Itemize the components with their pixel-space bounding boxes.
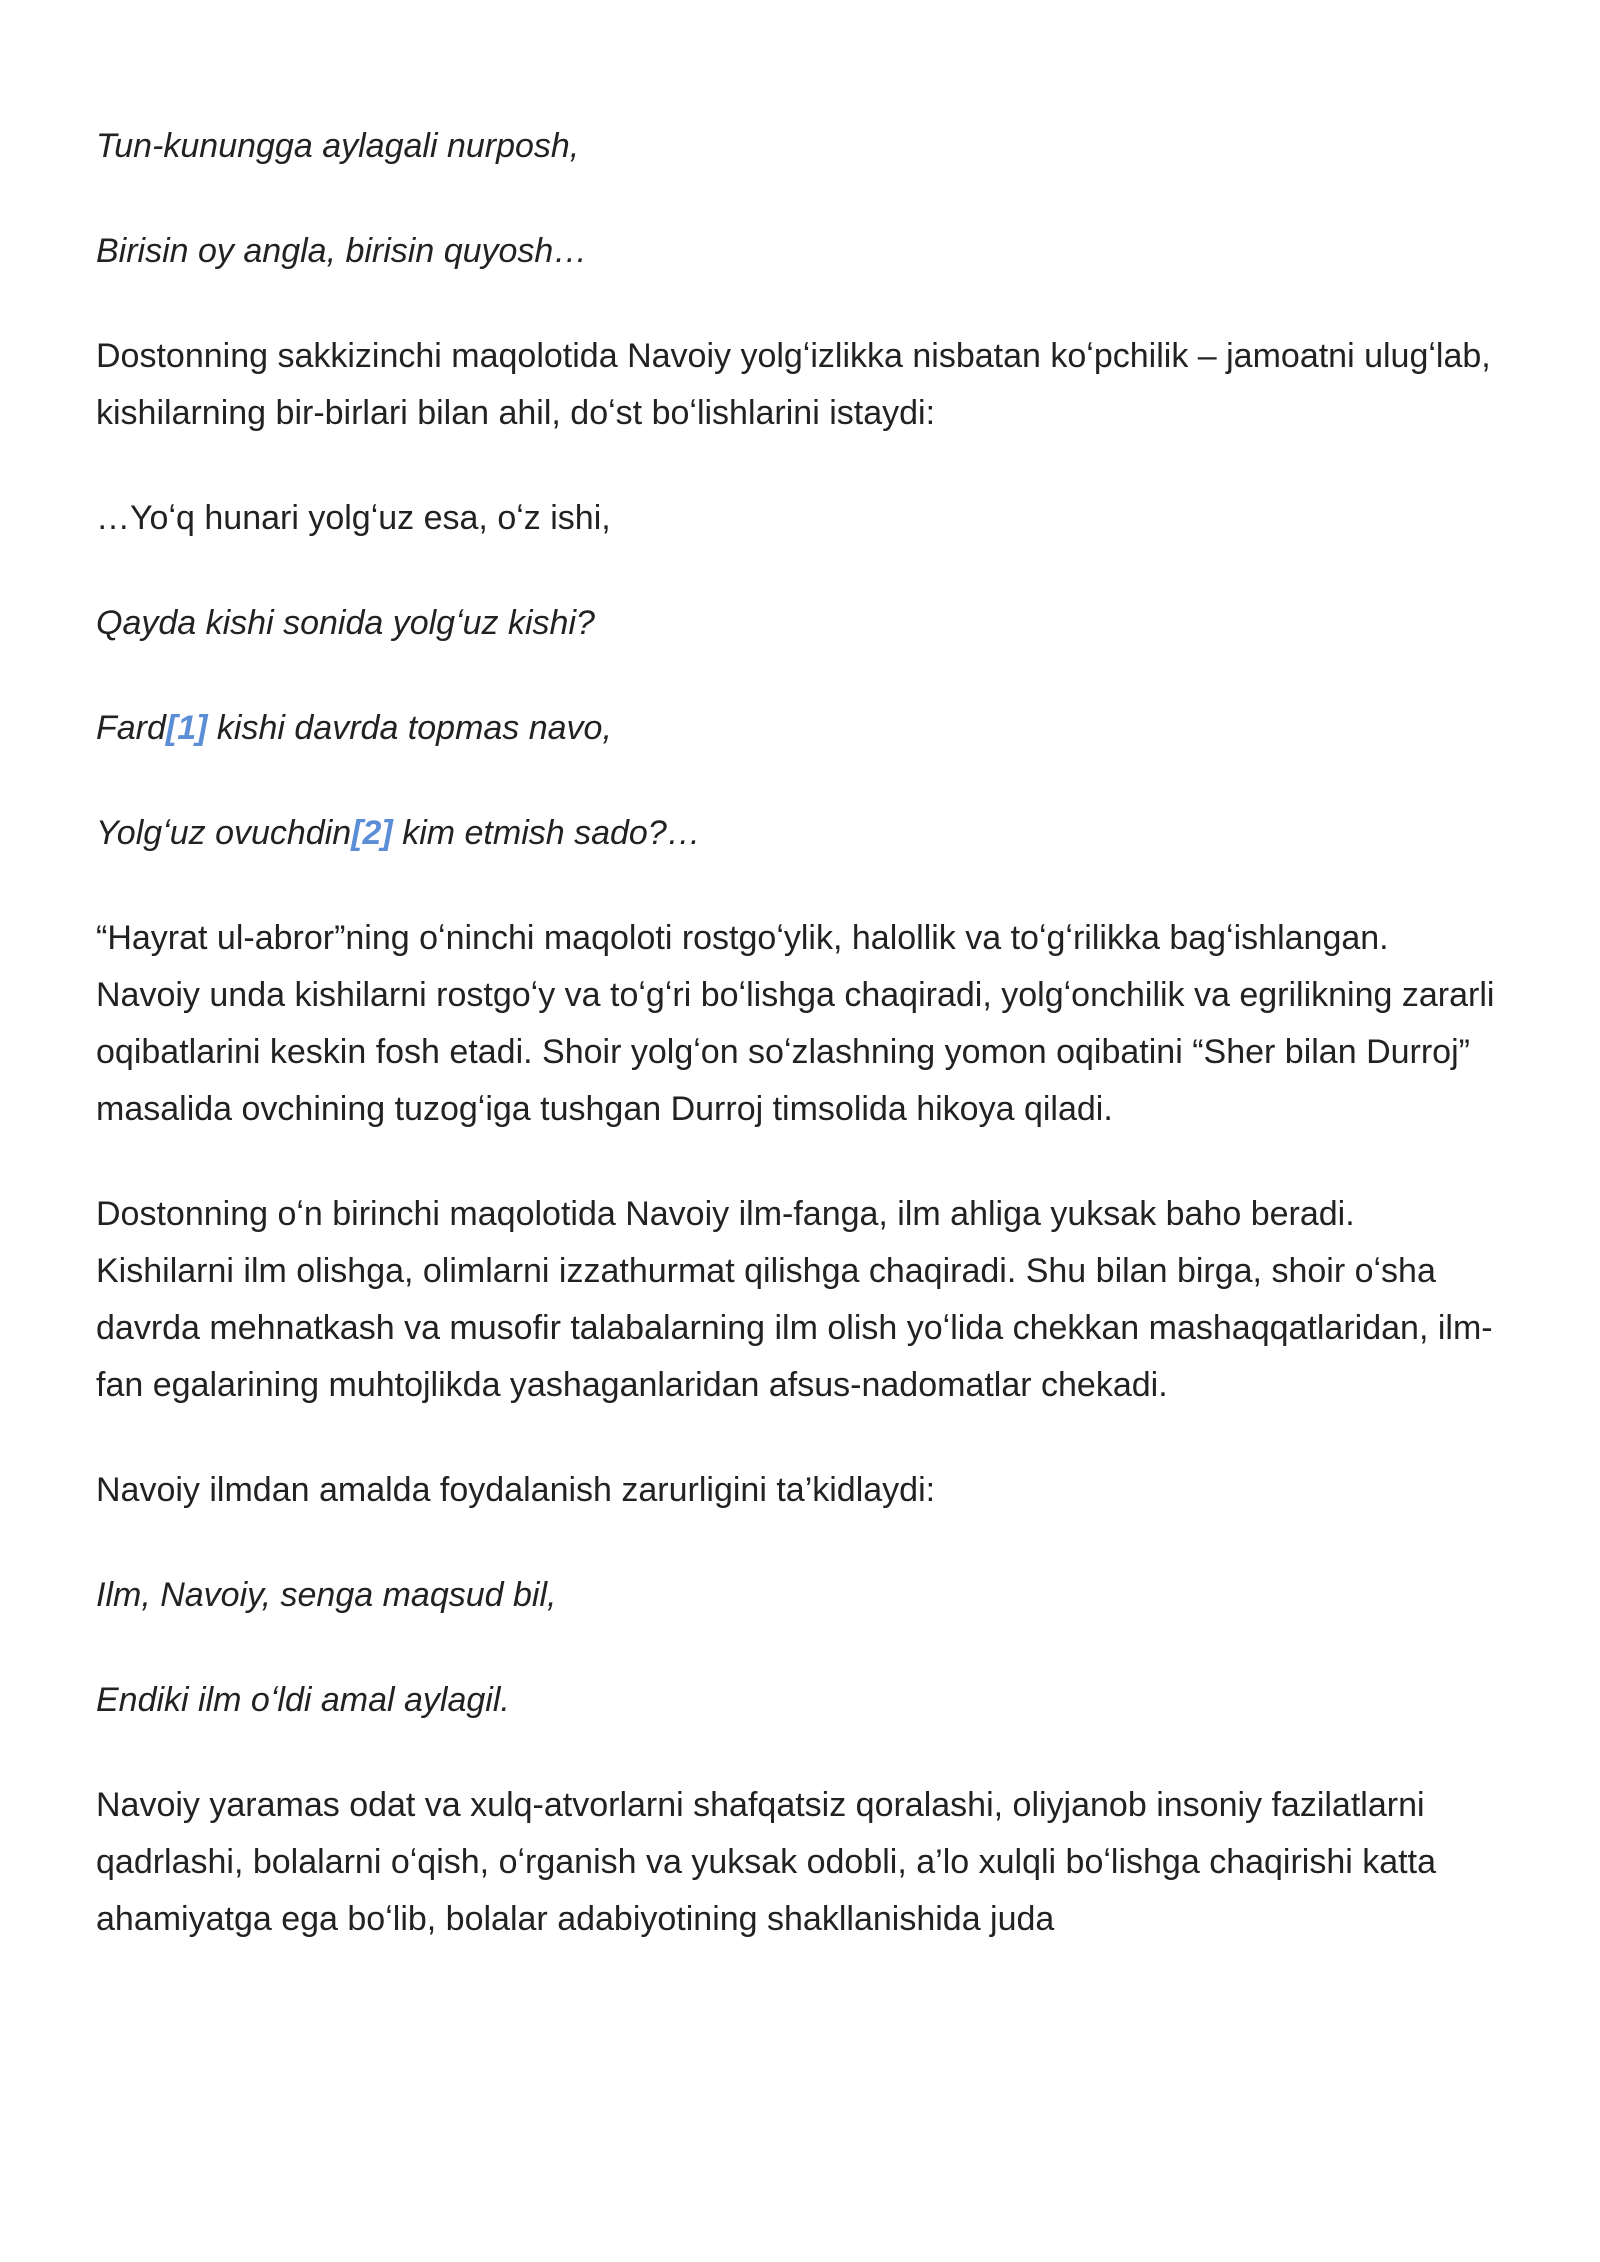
verse-line <box>96 1567 1496 1624</box>
text-segment: Tun-kunungga aylagali nurposh, <box>96 127 580 165</box>
verse-line <box>96 805 1496 862</box>
footnote-link[interactable]: [1] <box>165 709 208 747</box>
paragraph <box>96 1462 1496 1519</box>
text-segment: Birisin oy angla, birisin quyosh… <box>96 232 588 270</box>
text-segment: …Yoʻq hunari yolgʻuz esa, oʻz ishi, <box>96 499 611 537</box>
verse-line <box>96 1672 1496 1729</box>
verse-line <box>96 595 1496 652</box>
text-segment: “Hayrat ul-abror”ning oʻninchi maqoloti rostgoʻylik, halollik va toʻgʻrilikka bagʻishlangan. Navoiy unda kishilarni rostgoʻy va toʻgʻri boʻlishga chaqiradi, yolgʻonchilik va egrilikning zararli oqibatlarini keskin fosh etadi. Shoir yolgʻon soʻzlashning yomon oqibatini “Sher bilan Durroj” masalida ovchining tuzogʻiga tushgan Durroj timsolida hikoya qiladi. <box>96 919 1495 1128</box>
text-segment: Navoiy yaramas odat va xulq-atvorlarni shafqatsiz qoralashi, oliyjanob insoniy fazilatlarni qadrlashi, bolalarni oʻqish, oʻrganish va yuksak odobli, a’lo xulqli boʻlishga chaqirishi katta ahamiyatga ega boʻlib, bolalar adabiyotining shakllanishida juda <box>96 1786 1436 1938</box>
text-segment: Dostonning oʻn birinchi maqolotida Navoiy ilm-fanga, ilm ahliga yuksak baho beradi. Kishilarni ilm olishga, olimlarni izzathurmat qilishga chaqiradi. Shu bilan birga, shoir oʻsha davrda mehnatkash va musofir talabalarning ilm olish yoʻlida chekkan mashaqqatlaridan, ilm-fan egalarining muhtojlikda yashaganlaridan afsus-nadomatlar chekadi. <box>96 1195 1493 1404</box>
verse-line <box>96 118 1496 175</box>
text-segment: Fard <box>96 709 166 747</box>
text-segment: Navoiy ilmdan amalda foydalanish zarurligini ta’kidlaydi: <box>96 1471 936 1509</box>
paragraph <box>96 1777 1496 1948</box>
text-segment: Yolgʻuz ovuchdin <box>96 814 352 852</box>
paragraph <box>96 490 1496 547</box>
text-segment: Endiki ilm oʻldi amal aylagil. <box>96 1681 510 1719</box>
paragraph <box>96 910 1496 1138</box>
verse-line <box>96 700 1496 757</box>
text-segment: Dostonning sakkizinchi maqolotida Navoiy yolgʻizlikka nisbatan koʻpchilik – jamoatni ulugʻlab, kishilarning bir-birlari bilan ahil, doʻst boʻlishlarini istaydi: <box>96 337 1491 432</box>
text-segment: kishi davrda topmas navo, <box>207 709 612 747</box>
text-segment: Qayda kishi sonida yolgʻuz kishi? <box>96 604 595 642</box>
verse-line <box>96 223 1496 280</box>
text-segment: kim etmish sado?… <box>392 814 701 852</box>
text-segment: Ilm, Navoiy, senga maqsud bil, <box>96 1576 557 1614</box>
footnote-link[interactable]: [2] <box>351 814 393 852</box>
paragraph <box>96 1186 1496 1414</box>
paragraph <box>96 328 1496 442</box>
document-body <box>96 118 1496 1996</box>
